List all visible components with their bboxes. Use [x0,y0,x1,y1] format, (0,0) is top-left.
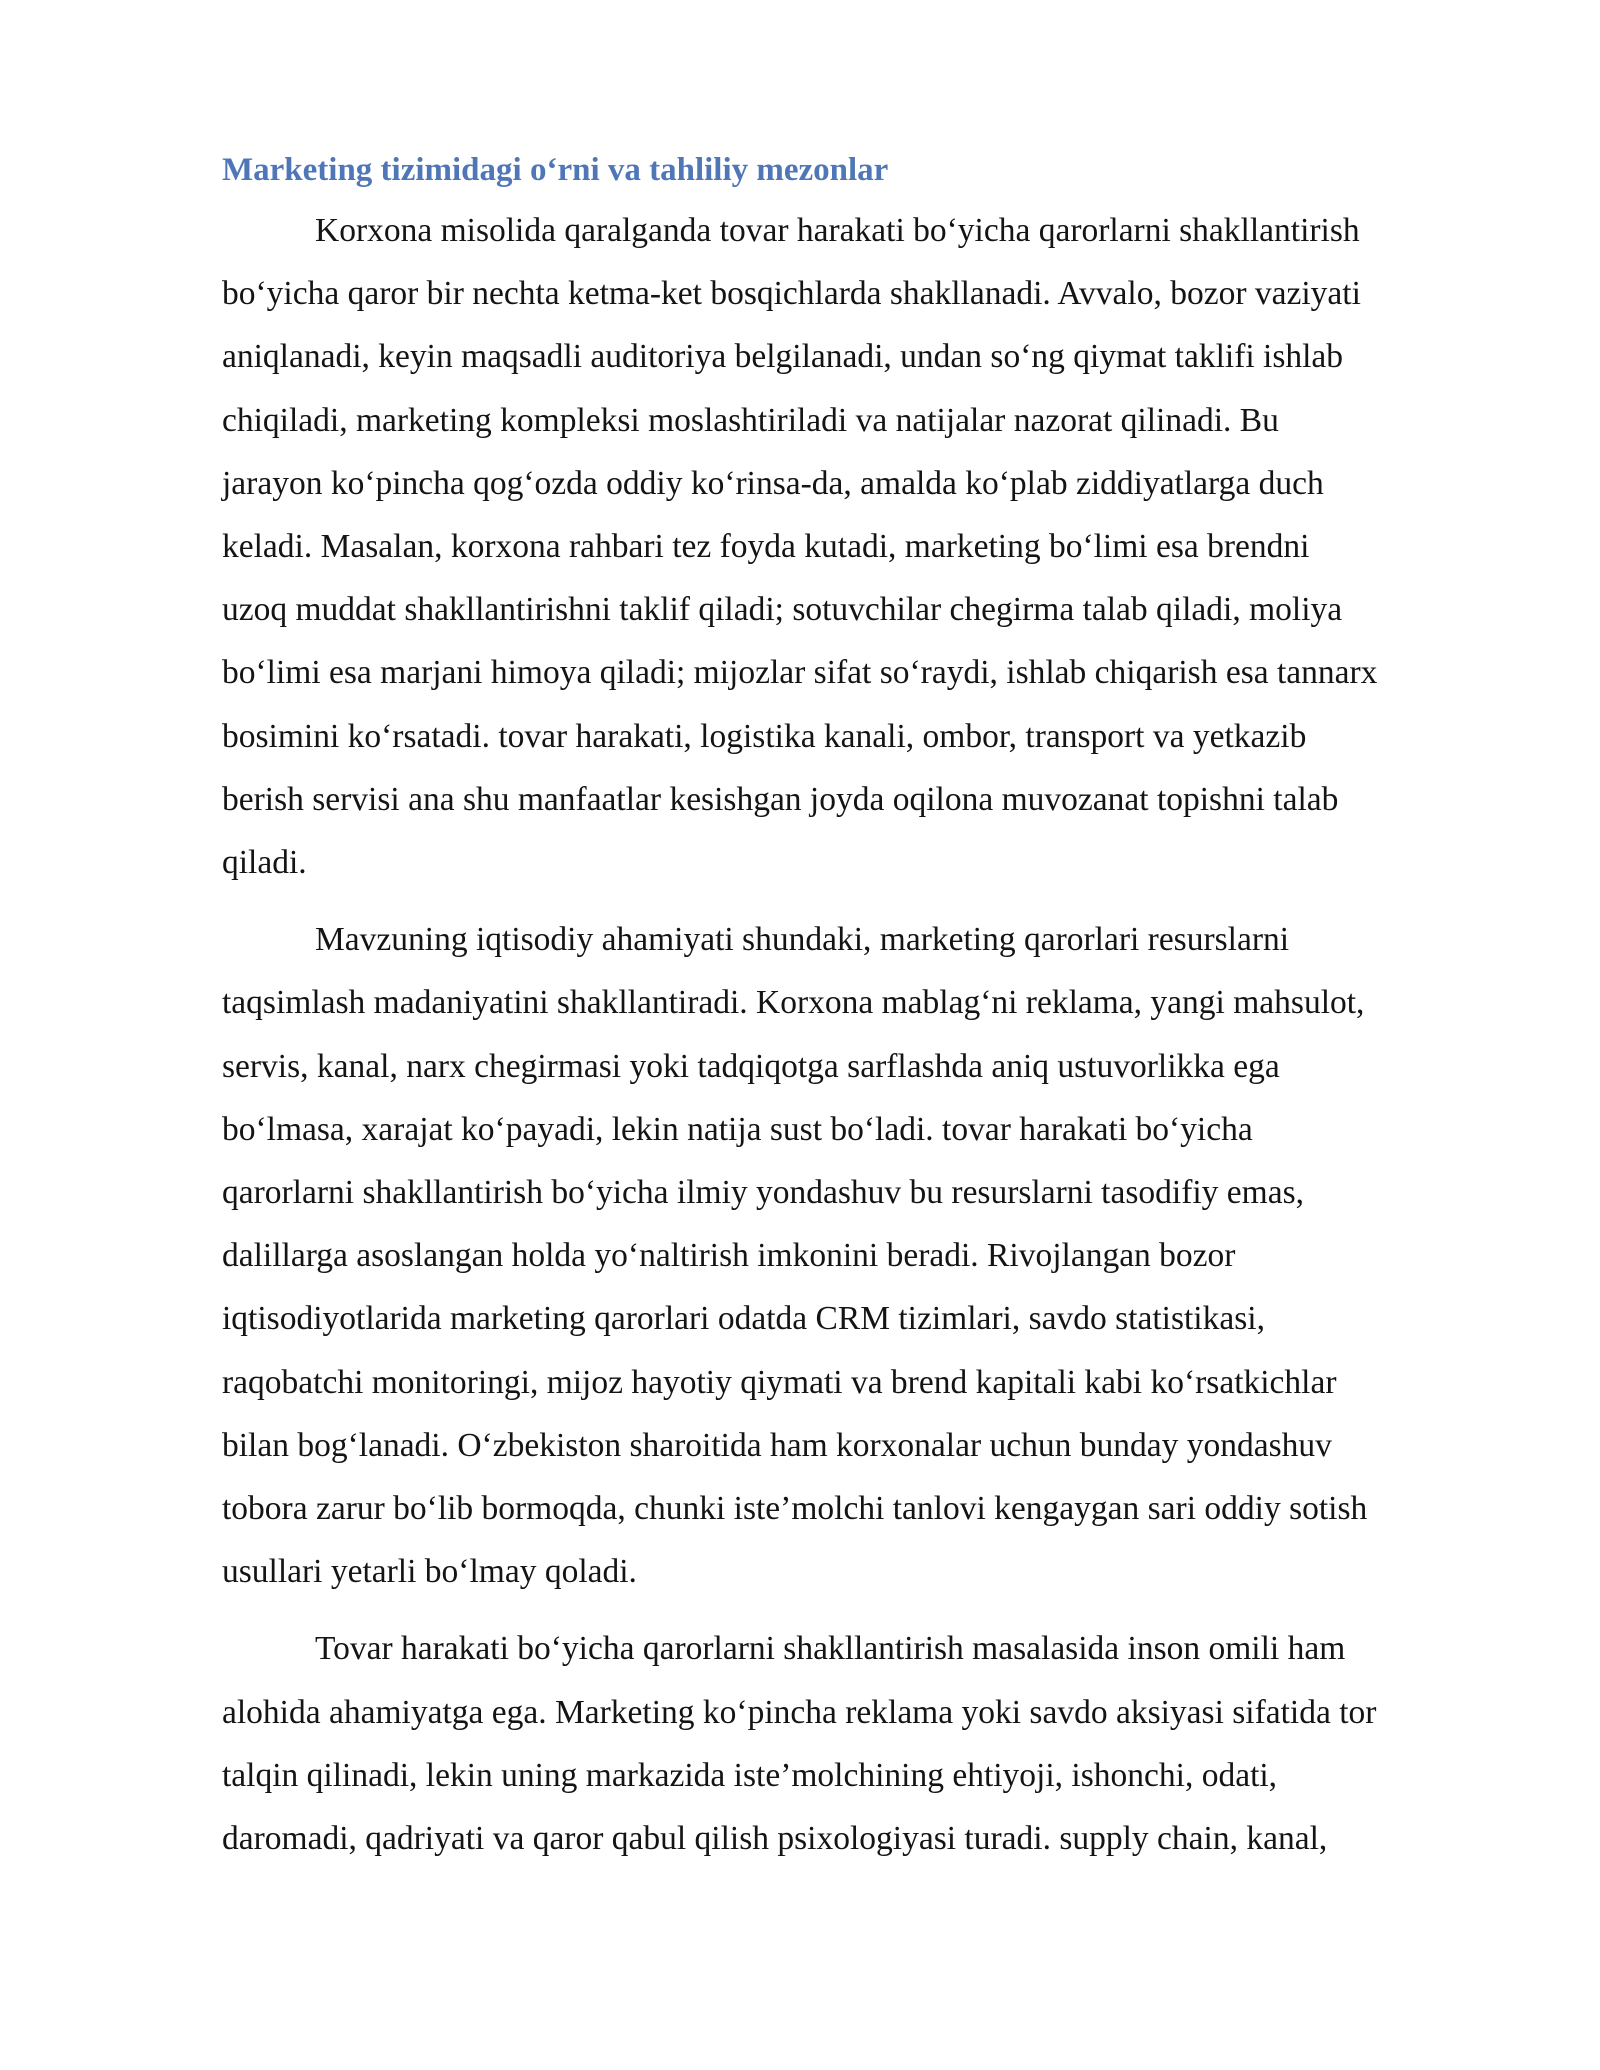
text-line: alohida ahamiyatga ega. Marketing ko‘pincha reklama yoki savdo aksiyasi sifatida tor [222,1693,1377,1731]
paragraph-1 [222,199,1492,894]
text-line: Tovar harakati bo‘yicha qarorlarni shakllantirish masalasida inson omili ham [315,1630,1346,1668]
text-line: jarayon ko‘pincha qog‘ozda oddiy ko‘rinsa-da, amalda ko‘plab ziddiyatlarga duch [222,464,1324,502]
text-line: qarorlarni shakllantirish bo‘yicha ilmiy yondashuv bu resurslarni tasodifiy emas, [222,1174,1304,1212]
text-line: taqsimlash madaniyatini shakllantiradi. Korxona mablag‘ni reklama, yangi mahsulot, [222,984,1365,1022]
text-line: aniqlanadi, keyin maqsadli auditoriya belgilanadi, undan so‘ng qiymat taklifi ishlab [222,338,1344,376]
text-line: Korxona misolida qaralganda tovar harakati bo‘yicha qarorlarni shakllantirish [315,212,1360,249]
text-line: dalillarga asoslangan holda yo‘naltirish imkonini beradi. Rivojlangan bozor [222,1237,1236,1275]
text-line: uzoq muddat shakllantirishni taklif qiladi; sotuvchilar chegirma talab qiladi, moliya [222,591,1343,629]
text-line: chiqiladi, marketing kompleksi moslashtiriladi va natijalar nazorat qilinadi. Bu [222,401,1279,439]
section-heading: Marketing tizimidagi o‘rni va tahliliy mezonlar [222,152,889,188]
text-line: bosimini ko‘rsatadi. tovar harakati, logistika kanali, ombor, transport va yetkazib [222,717,1307,755]
text-line: Mavzuning iqtisodiy ahamiyati shundaki, marketing qarorlari resurslarni [315,921,1290,959]
text-line: tobora zarur bo‘lib bormoqda, chunki iste’molchi tanlovi kengaygan sari oddiy sotish [222,1490,1368,1528]
document-page [222,146,1492,1870]
text-line: bo‘yicha qaror bir nechta ketma-ket bosqichlarda shakllanadi. Avvalo, bozor vaziyati [222,275,1361,313]
paragraph-2 [222,908,1492,1603]
text-line: berish servisi ana shu manfaatlar kesishgan joyda oqilona muvozanat topishni talab [222,780,1339,818]
text-line: daromadi, qadriyati va qaror qabul qilish psixologiyasi turadi. supply chain, kanal, [222,1820,1328,1858]
text-line: bo‘limi esa marjani himoya qiladi; mijozlar sifat so‘raydi, ishlab chiqarish esa tannarx [222,654,1378,692]
text-line: iqtisodiyotlarida marketing qarorlari odatda CRM tizimlari, savdo statistikasi, [222,1300,1265,1338]
text-line: raqobatchi monitoringi, mijoz hayotiy qiymati va brend kapitali kabi ko‘rsatkichlar [222,1363,1337,1401]
text-line: keladi. Masalan, korxona rahbari tez foyda kutadi, marketing bo‘limi esa brendni [222,528,1310,566]
paragraph-3 [222,1617,1492,1870]
text-line: bilan bog‘lanadi. O‘zbekiston sharoitida ham korxonalar uchun bunday yondashuv [222,1426,1332,1464]
text-line: qiladi. [222,844,307,882]
text-line: servis, kanal, narx chegirmasi yoki tadqiqotga sarflashda aniq ustuvorlikka ega [222,1047,1280,1085]
text-line: bo‘lmasa, xarajat ko‘payadi, lekin natija sust bo‘ladi. tovar harakati bo‘yicha [222,1110,1253,1148]
text-line: talqin qilinadi, lekin uning markazida iste’molchining ehtiyoji, ishonchi, odati, [222,1756,1278,1794]
text-line: usullari yetarli bo‘lmay qoladi. [222,1553,637,1591]
